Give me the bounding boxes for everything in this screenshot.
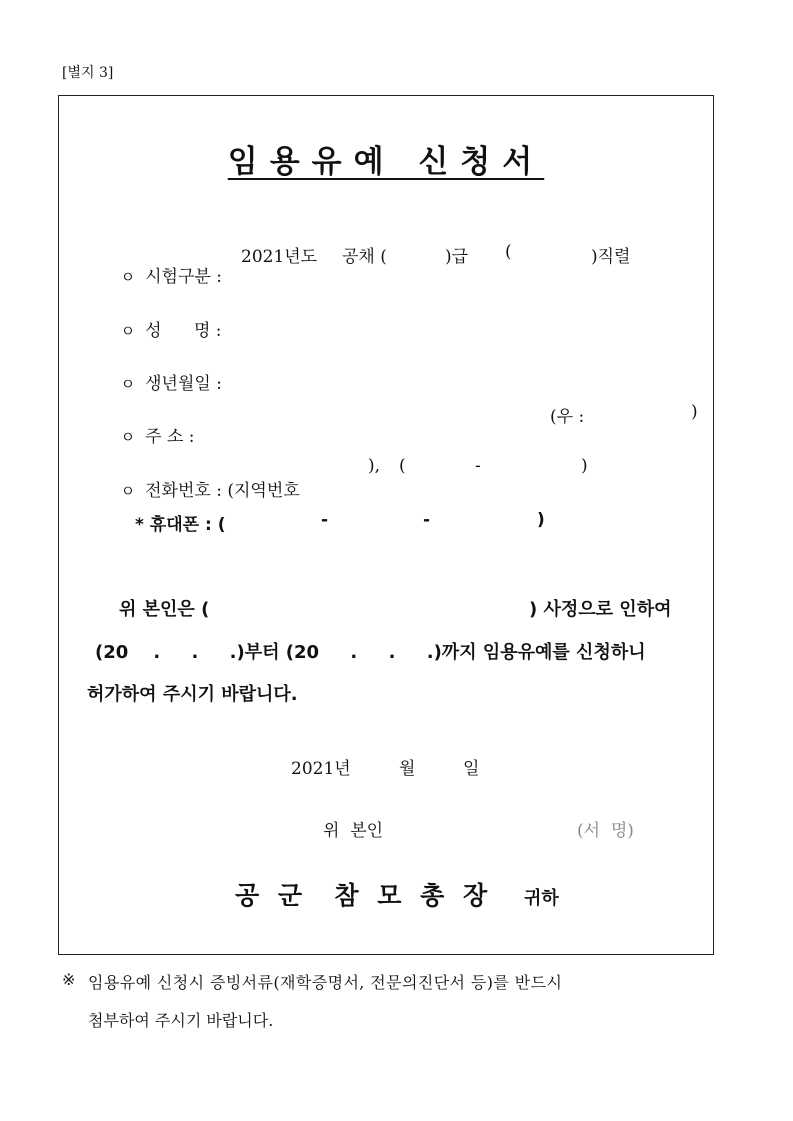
attachment-label: [별지 3] [62,65,114,81]
application-form [58,95,714,955]
job-suffix: )직렬 [591,247,631,267]
recipient-name: 공 군 참 모 총 장 [235,881,493,910]
statement-line1-end: ) 사정으로 인하여 [529,599,672,620]
phone-dash: - [475,456,481,476]
statement-line1-start: 위 본인은 ( [119,599,210,620]
exam-year: 2021년도 [241,247,318,267]
name-label: 성 명 : [145,321,222,341]
footnote-line2: 첨부하여 주시기 바랍니다. [88,1011,274,1030]
address-row: ㅇ 주 소 : [120,427,195,447]
mobile-dash-2: - [423,510,431,530]
postal-open: (우 : [550,407,585,427]
name-row: ㅇ 성 명 : [120,321,222,341]
phone-area-close: ), [368,456,381,476]
phone-label: 전화번호 : (지역번호 [145,481,300,501]
exam-type: 공채 ( [342,247,387,267]
statement-line3: 허가하여 주시기 바랍니다. [87,684,298,705]
footnote-line1: 임용유예 신청시 증빙서류(재학증명서, 전문의진단서 등)를 반드시 [88,973,563,992]
phone-close: ) [581,456,588,476]
phone-row: ㅇ 전화번호 : (지역번호 [120,481,300,501]
exam-category-label: 시험구분 : [145,267,222,287]
signature-placeholder: (서 명) [577,821,634,841]
grade-suffix: )급 [445,247,469,267]
exam-category-row: ㅇ 시험구분 : [120,267,222,287]
birth-row: ㅇ 생년월일 : [120,374,222,394]
recipient-suffix: 귀하 [524,888,559,909]
signer-label: 위 본인 [323,821,384,841]
job-open-paren: ( [505,242,512,262]
mobile-close: ) [537,510,545,530]
form-title: 임용유예 신청서 [227,144,545,180]
phone-open: ( [399,456,406,476]
date-year: 2021년 [291,759,351,779]
date-day: 일 [463,759,480,779]
birth-label: 생년월일 : [145,374,222,394]
date-month: 월 [399,759,416,779]
address-label: 주 소 : [145,427,195,447]
footnote-mark: ※ [62,970,76,989]
mobile-label: * 휴대폰 : ( [135,515,226,535]
statement-line2: (20 . . .)부터 (20 . . .)까지 임용유예를 신청하니 [95,642,646,663]
postal-close: ) [691,402,698,422]
mobile-dash-1: - [321,510,329,530]
